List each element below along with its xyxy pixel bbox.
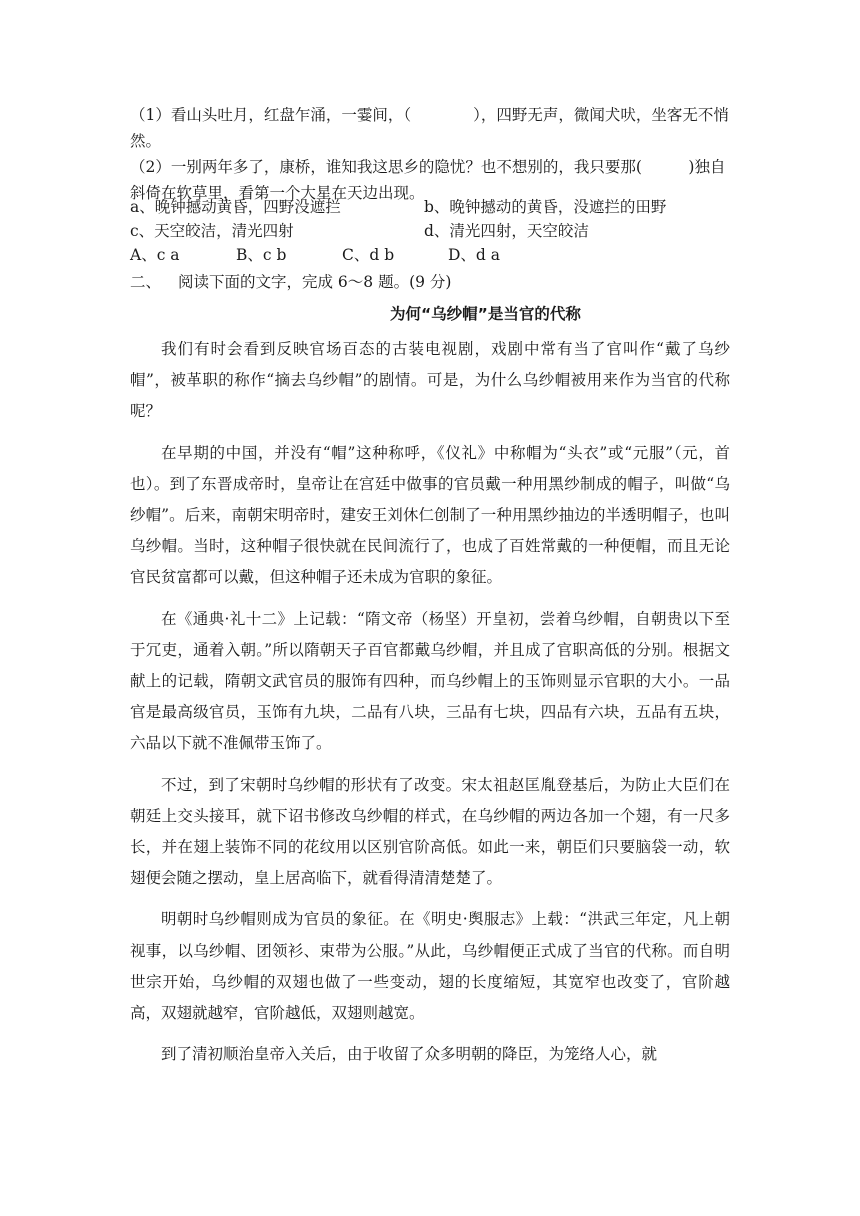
choice-list: [130, 243, 730, 267]
article-paragraph: 我们有时会看到反映官场百态的古装电视剧，戏剧中常有当了官叫作“戴了乌纱帽”，被革职的称作“摘去乌纱帽”的剧情。可是，为什么乌纱帽被用来作为当官的代称呢？: [130, 340, 730, 421]
article-paragraph: 在《通典·礼十二》上记载：“隋文帝（杨坚）开皇初，尝着乌纱帽，自朝贵以下至于冗吏，通着入朝。”所以隋朝天子百官都戴乌纱帽，并且成了官职高低的分别。根据文献上的记载，隋朝文武官员的服饰有四种，而乌纱帽上的玉饰则显示官职的大小。一品官是最高级官员，玉饰有九块，二品有八块，三品有七块，四品有六块，五品有五块，六品以下就不准佩带玉饰了。: [130, 609, 730, 753]
option-d: d、清光四射，天空皎洁: [424, 222, 589, 240]
section-number: 二、: [130, 273, 162, 291]
article-paragraph: 在早期的中国，并没有“帽”这种称呼，《仪礼》中称帽为“头衣”或“元服”（元，首也）。到了东晋成帝时，皇帝让在宫廷中做事的官员戴一种用黑纱制成的帽子，叫做“乌纱帽”。后来，南朝宋明帝时，建安王刘休仁创制了一种用黑纱抽边的半透明帽子，也叫乌纱帽。当时，这种帽子很快就在民间流行了，也成了百姓常戴的一种便帽，而且无论官民贫富都可以戴，但这种帽子还未成为官职的象征。: [130, 443, 730, 587]
article-body: [130, 334, 730, 1080]
question-2: （2）一别两年多了，康桥，谁知我这思乡的隐忧？也不想别的，我只要那( )独自斜倚在软草里，看第一个大星在天边出现。: [130, 158, 726, 202]
answer-options: [130, 195, 730, 267]
question-1: （1）看山头吐月，红盘乍涌，一霎间，（ ），四野无声，微闻犬吠，坐客无不悄然。: [130, 106, 729, 150]
section-heading: [130, 270, 730, 294]
option-c: c、天空皎洁，清光四射: [130, 222, 294, 240]
section-instruction: 阅读下面的文字，完成 6～8 题。(9 分): [178, 273, 452, 291]
choice-b: B、c b: [236, 246, 287, 264]
choice-a: A、c a: [130, 246, 180, 264]
article-paragraph: 到了清初顺治皇帝入关后，由于收留了众多明朝的降臣，为笼络人心，就: [161, 1045, 658, 1064]
article-paragraph: 明朝时乌纱帽则成为官员的象征。在《明史·舆服志》上载：“洪武三年定，凡上朝视事，以乌纱帽、团领衫、束带为公服。”从此，乌纱帽便正式成了当官的代称。而自明世宗开始，乌纱帽的双翅也做了一些变动，翅的长度缩短，其宽窄也改变了，官阶越高，双翅就越窄，官阶越低，双翅则越宽。: [130, 910, 730, 1023]
option-b: b、晚钟撼动的黄昏，没遮拦的田野: [424, 198, 667, 216]
fill-in-questions: [130, 102, 730, 206]
article-paragraph: 不过，到了宋朝时乌纱帽的形状有了改变。宋太祖赵匡胤登基后，为防止大臣们在朝廷上交头接耳，就下诏书修改乌纱帽的样式，在乌纱帽的两边各加一个翅，有一尺多长，并在翅上装饰不同的花纹用以区别官阶高低。如此一来，朝臣们只要脑袋一动，软翅便会随之摆动，皇上居高临下，就看得清清楚楚了。: [130, 775, 730, 888]
option-a: a、晚钟撼动黄昏，四野没遮拦: [130, 198, 341, 216]
choice-c: C、d b: [342, 246, 395, 264]
article-title: 为何“乌纱帽”是当官的代称: [390, 305, 581, 323]
choice-d: D、d a: [448, 246, 501, 264]
